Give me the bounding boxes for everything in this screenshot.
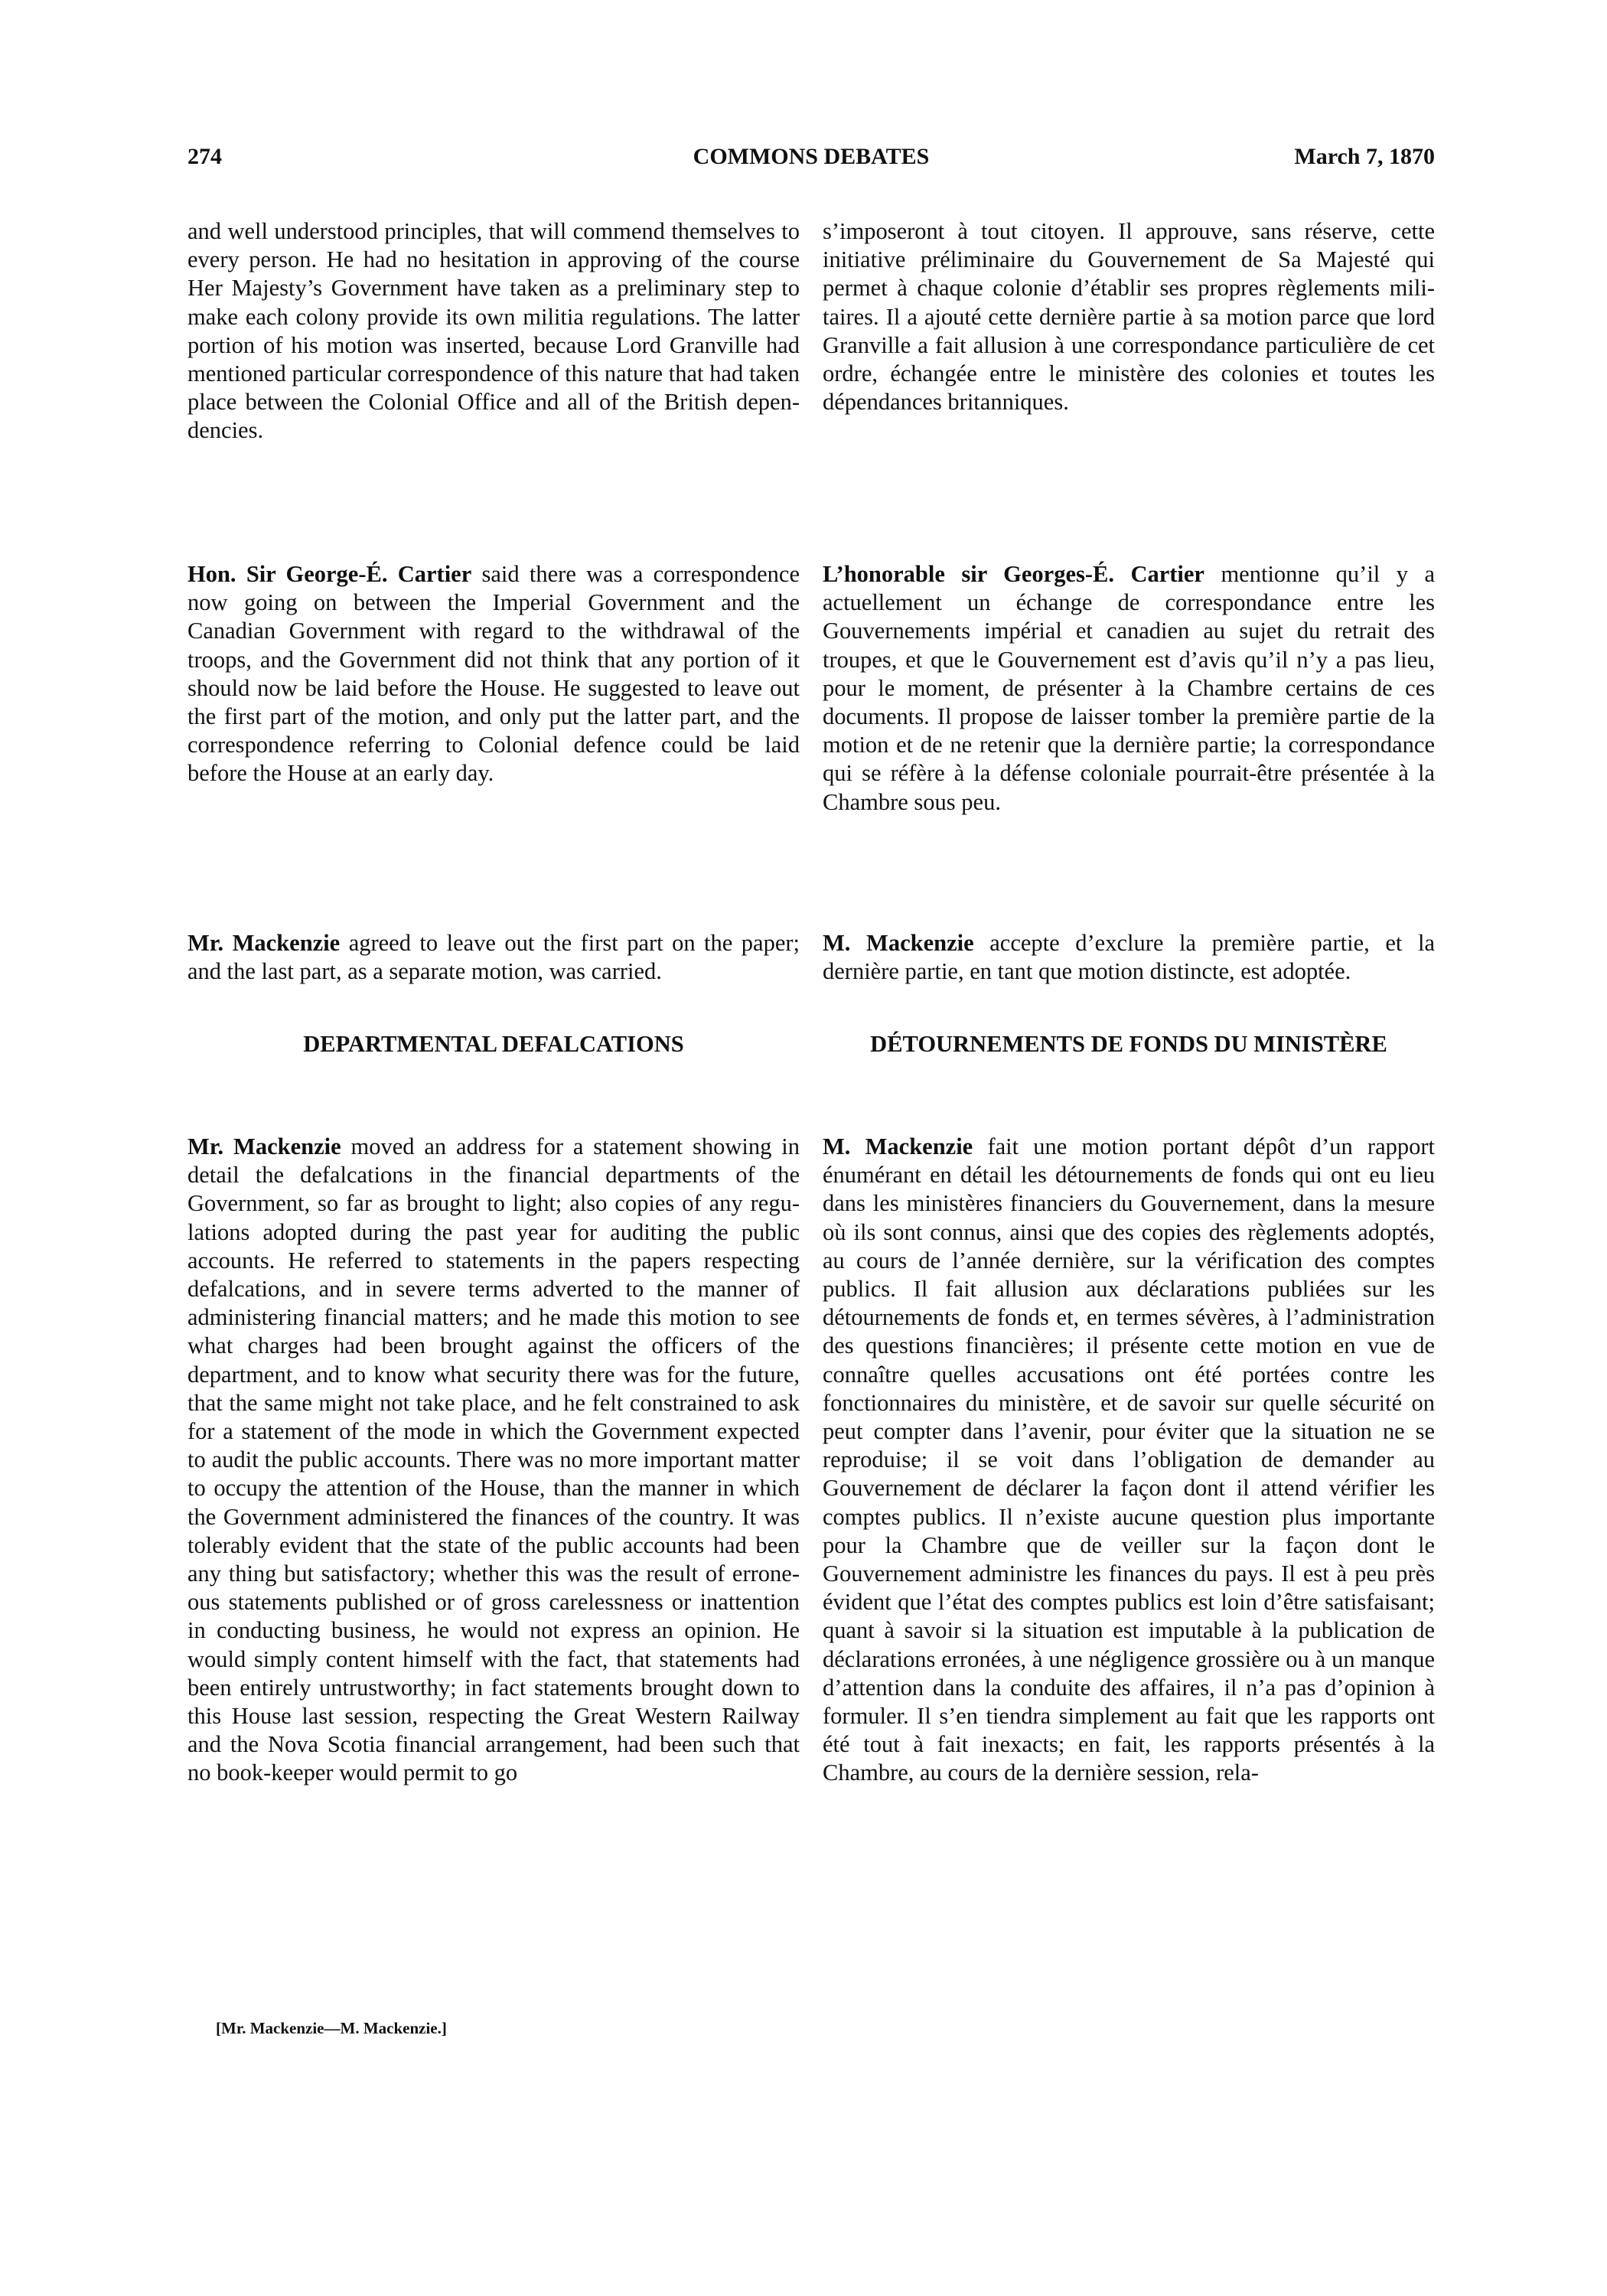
en-speaker-mackenzie-2: Mr. Mackenzie	[187, 1133, 341, 1159]
publication-title: COMMONS DEBATES	[693, 144, 930, 169]
en-speaker-cartier: Hon. Sir George-É. Cartier	[187, 561, 472, 587]
en-section-heading: DEPARTMENTAL DEFALCATIONS	[303, 1031, 684, 1057]
en-paragraph-3-text: agreed to leave out the first part on the paper; and the last part, as a separate motion, was carried.	[187, 930, 800, 985]
en-paragraph-3	[187, 929, 800, 986]
en-paragraph-1: and well understood principles, that will commend themselves to every person. He had no hesitation in approving of the course Her Majesty’s Government have taken as a preliminary step to make each colony provide its own militia regulations. The latter portion of his motion was inserted, because Lord Granville had mentioned particular correspondence of this nature that had taken place between the Colonial Office and all of the British dependencies.	[187, 218, 800, 444]
page-date: March 7, 1870	[1294, 144, 1435, 169]
fr-paragraph-1: s’imposeront à tout citoyen. Il approuve, sans réserve, cette initiative préliminaire du Gouvernement de Sa Majesté qui permet à chaque colonie d’établir ses propres règlements militaires. Il a ajouté cette dernière partie à sa motion parce que lord Granville a fait allusion à une correspondance particulière de cet ordre, échangée entre le ministère des colonies et toutes les dépendances britanniques.	[823, 218, 1435, 416]
fr-section-heading: DÉTOURNEMENTS DE FONDS DU MINISTÈRE	[870, 1031, 1387, 1057]
fr-paragraph-4	[823, 1133, 1435, 1788]
page-header	[187, 144, 1435, 182]
page-number: 274	[187, 144, 222, 169]
fr-paragraph-4-text: fait une motion portant dépôt d’un rapport énumérant en détail les détournements de fonds qui ont eu lieu dans les ministères financiers du Gouvernement, dans la mesure où ils sont connus, ainsi que des copies des règlements adoptés, au cours de l’année dernière, sur la vérification des comptes publics. Il fait allusion aux déclarations publiées sur les détournements de fonds et, en termes sévères, à l’administration des questions financières; il présente cette motion en vue de connaître quelles accusations ont été portées contre les fonctionnaires du ministère, et de savoir sur quelle sécurité on peut compter dans l’avenir, pour éviter que la situation ne se reproduise; il se voit dans l’obligation de demander au Gouvernement de déclarer la façon dont il attend vérifier les comptes publics. Il n’existe aucune question plus importante pour la Chambre que de veiller sur la façon dont le Gouvernement administre les finances du pays. Il est à peu près évident que l’état des comptes publics est loin d’être satisfaisant; quant à savoir si la situation est imputable à la publication de déclarations erronées, à une négligence grossière ou à un manque d’attention dans la conduite des affaires, il n’a pas d’opinion à formuler. Il s’en tiendra simplement au fait que les rapports ont été tout à fait inexacts; en fait, les rapports présentés à la Chambre, au cours de la dernière session, rela-	[823, 1133, 1435, 1786]
en-paragraph-2	[187, 560, 800, 788]
en-paragraph-4-text: moved an address for a statement showing in detail the defalcations in the financial departments of the Government, so far as brought to light; also copies of any regulations adopted during the past year for auditing the public accounts. He referred to statements in the papers respecting defalcations, and in severe terms adverted to the manner of administering financial matters; and he made this motion to see what charges had been brought against the officers of the department, and to know what security there was for the future, that the same might not take place, and he felt constrained to ask for a statement of the mode in which the Government expected to audit the public accounts. There was no more important matter to occupy the attention of the House, than the manner in which the Government administered the finances of the country. It was tolerably evident that the state of the public accounts had been any thing but satisfactory; whether this was the result of erroneous statements published or of gross carelessness or inattention in conducting business, he would not express an opinion. He would simply content himself with the fact, that statements had been entirely untrustworthy; in fact statements brought down to this House last session, respecting the Great Western Railway and the Nova Scotia financial arrangement, had been such that no book-keeper would permit to go	[187, 1133, 800, 1786]
page-footer: [Mr. Mackenzie—M. Mackenzie.]	[216, 2019, 447, 2037]
en-paragraph-2-text: said there was a correspondence now going on between the Imperial Government and the Canadian Government with regard to the withdrawal of the troops, and the Government did not think that any portion of it should now be laid before the House. He suggested to leave out the first part of the motion, and only put the latter part, and the correspondence referring to Colonial defence could be laid before the House at an early day.	[187, 561, 800, 787]
en-speaker-mackenzie: Mr. Mackenzie	[187, 930, 341, 956]
fr-paragraph-2-text: mentionne qu’il y a actuellement un échange de correspondance entre les Gouvernements impérial et canadien au sujet du retrait des troupes, et que le Gouvernement est d’avis qu’il n’y a pas lieu, pour le moment, de présenter à la Chambre certains de ces documents. Il propose de laisser tomber la première partie de la motion et de ne retenir que la dernière partie; la correspondance qui se réfère à la défense coloniale pourrait-être présentée à la Chambre sous peu.	[823, 561, 1435, 815]
fr-speaker-mackenzie-2: M. Mackenzie	[823, 1133, 973, 1159]
en-paragraph-4	[187, 1133, 800, 1788]
fr-paragraph-3-text: accepte d’exclure la première partie, et la dernière partie, en tant que motion distincte, est adoptée.	[823, 930, 1435, 985]
fr-paragraph-2	[823, 560, 1435, 817]
fr-paragraph-3	[823, 929, 1435, 986]
fr-speaker-cartier: L’honorable sir Georges-É. Cartier	[823, 561, 1204, 587]
fr-speaker-mackenzie: M. Mackenzie	[823, 930, 974, 956]
